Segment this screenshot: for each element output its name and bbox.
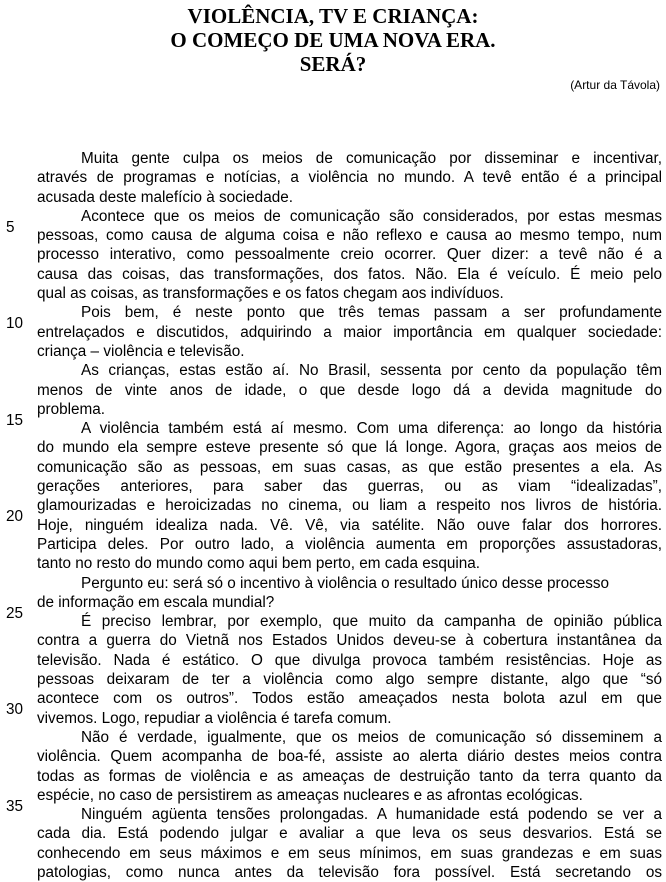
text-line: Participa deles. Por outro lado, a violência aumenta em proporções assustadoras, [37, 535, 662, 553]
text-line: Muita gente culpa os meios de comunicação por disseminar e incentivar, [81, 150, 662, 167]
text-line: cada dia. Está podendo julgar e avaliar a que leva os seus desvarios. Está se [37, 825, 662, 843]
text-line: pessoas deixaram de ter a violência como algo sempre distante, algo que “só [37, 671, 662, 689]
text-line: processo interativo, como pessoalmente creio ocorrer. Quer dizer: a tevê não é a [37, 246, 662, 264]
body-text [37, 149, 662, 882]
line-number: 20 [6, 508, 24, 525]
text-line: televisão. Nada é estático. O que divulga provoca também resistências. Hoje as [37, 651, 662, 669]
text-line: causa das coisas, das transformações, dos fatos. Não. Ela é veículo. É meio pelo [37, 265, 662, 283]
text-line: acusada deste malefício à sociedade. [37, 188, 293, 206]
text-line: Não é verdade, igualmente, que os meios de comunicação só disseminem a [81, 728, 662, 746]
text-line: criança – violência e televisão. [37, 342, 245, 360]
document-title [0, 4, 666, 76]
text-line: espécie, no caso de persistirem as ameaças nucleares e as afrontas ecológicas. [37, 786, 583, 804]
text-line: tanto no resto do mundo como aqui bem perto, em cada esquina. [37, 555, 481, 573]
title-line-3: SERÁ? [299, 52, 367, 76]
text-line: menos de vinte anos de idade, o que desde logo dá a devida magnitude do [37, 381, 662, 399]
text-line: comunicação são as pessoas, em suas casas, as que estão presentes a ela. As [37, 458, 662, 476]
line-number: 15 [6, 412, 24, 429]
text-line: gerações anteriores, para saber das guerras, ou as viam “idealizadas”, [37, 478, 662, 496]
text-line: através de programas e notícias, a violência no mundo. A tevê então é a principal [37, 169, 662, 187]
title-line-1: VIOLÊNCIA, TV E CRIANÇA: [187, 4, 479, 28]
text-line: violência. Quem acompanha de boa-fé, assiste ao alerta diário destes meios contra [37, 748, 662, 766]
text-line: acontece com os outros”. Todos estão ameaçados nesta bolota azul em que [37, 690, 662, 708]
line-number: 25 [6, 605, 24, 622]
line-number: 35 [6, 798, 24, 815]
text-line: glamourizadas e heroicizadas no cinema, ou liam a respeito nos livros de história. [37, 497, 662, 515]
author-credit: (Artur da Távola) [570, 78, 660, 92]
text-line: contra a guerra do Vietnã nos Estados Unidos deveu-se à cobertura instantânea da [37, 632, 662, 650]
text-line: Pergunto eu: será só o incentivo à violência o resultado único desse processo [81, 574, 610, 592]
text-line: de informação em escala mundial? [37, 593, 275, 611]
text-line: Pois bem, é neste ponto que três temas passam a ser profundamente [81, 304, 662, 322]
text-line: entrelaçados e discutidos, adquirindo a maior importância em qualquer sociedade: [37, 323, 662, 341]
text-line: problema. [37, 400, 106, 418]
line-number: 10 [6, 315, 24, 332]
text-line: todas as formas de violência e as ameaças de destruição tanto da terra quanto da [37, 767, 662, 785]
text-line: Hoje, ninguém idealiza nada. Vê. Vê, via satélite. Não ouve falar dos horrores. [37, 516, 662, 534]
text-line: Acontece que os meios de comunicação são considerados, por estas mesmas [81, 207, 662, 225]
text-line: É preciso lembrar, por exemplo, que muito da campanha de opinião pública [81, 613, 662, 631]
line-number: 30 [6, 701, 24, 718]
text-line: qual as coisas, as transformações e os fatos chegam aos indivíduos. [37, 285, 504, 303]
text-line: vivemos. Logo, repudiar a violência é tarefa comum. [37, 709, 392, 727]
text-line: A violência também está aí mesmo. Com uma diferença: ao longo da história [81, 420, 662, 438]
title-line-2: O COMEÇO DE UMA NOVA ERA. [170, 28, 496, 52]
text-line: Ninguém agüenta tensões prolongadas. A humanidade está podendo se ver a [81, 806, 662, 824]
text-line: As crianças, estas estão aí. No Brasil, sessenta por cento da população têm [81, 362, 662, 380]
text-line: do mundo ela sempre esteve presente só que lá longe. Agora, graças aos meios de [37, 439, 662, 457]
line-number: 5 [6, 219, 15, 236]
text-line: patologias, como nunca antes da televisão fora possível. Está secretando os [37, 863, 662, 881]
text-line: conhecendo em seus máximos e em seus mínimos, em suas grandezas e em suas [37, 844, 662, 862]
text-line: pessoas, como causa de alguma coisa e não reflexo e causa ao mesmo tempo, num [37, 227, 662, 245]
